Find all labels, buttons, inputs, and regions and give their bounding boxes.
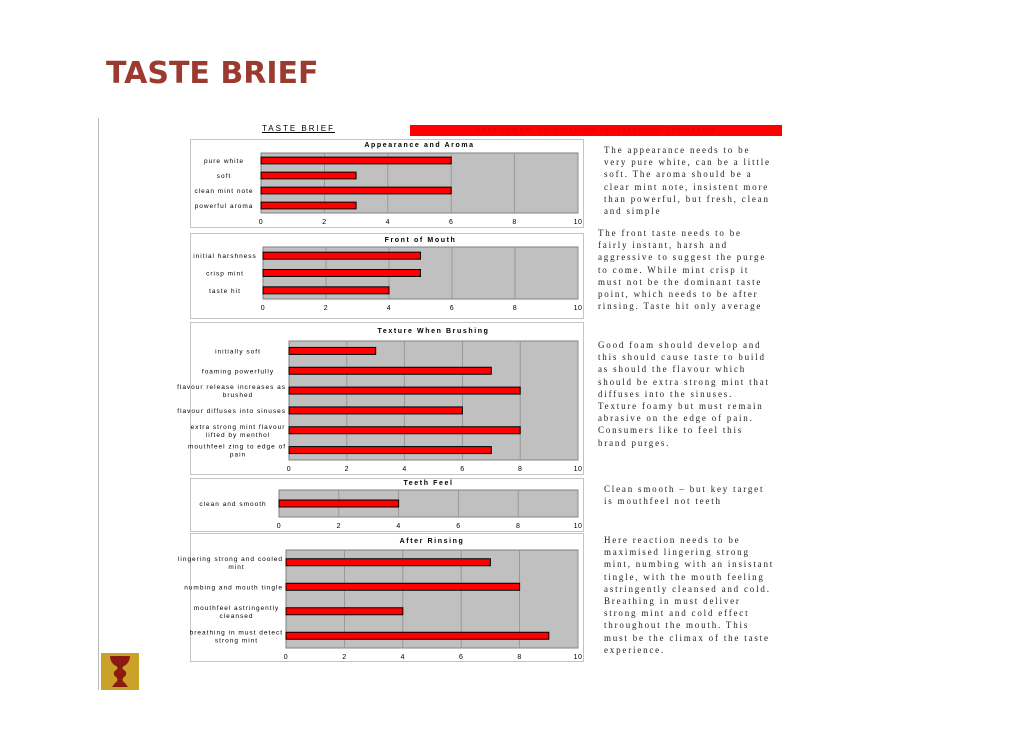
bar	[289, 427, 520, 434]
category-label: clean and smooth	[199, 501, 267, 508]
category-label: taste hit	[209, 287, 241, 295]
category-label: crisp mint	[206, 270, 244, 278]
bar	[261, 157, 451, 164]
bar	[263, 270, 421, 277]
x-tick-label: 4	[400, 654, 406, 661]
x-tick-label: 8	[515, 523, 521, 530]
x-tick-label: 2	[322, 219, 327, 226]
category-label: flavour diffuses into sinuses	[177, 407, 286, 415]
category-label: pure white	[204, 158, 244, 165]
chart-after-rinsing	[177, 533, 584, 662]
bar	[289, 387, 520, 394]
category-label: cleansed	[219, 612, 254, 620]
chart-front-of-mouth	[190, 233, 584, 319]
category-label: numbing and mouth tingle	[184, 584, 283, 592]
x-tick-label: 6	[448, 219, 454, 226]
bar	[289, 347, 376, 354]
x-tick-label: 8	[512, 305, 518, 312]
x-tick-label: 4	[385, 219, 391, 226]
x-tick-label: 4	[402, 466, 407, 473]
x-tick-label: 8	[517, 654, 522, 661]
x-tick-label: 6	[458, 654, 464, 661]
chart-svg	[177, 323, 583, 474]
x-tick-label: 10	[573, 466, 583, 473]
x-tick-label: 4	[386, 305, 392, 312]
chart-title: Texture When Brushing	[377, 328, 490, 335]
banner	[410, 125, 782, 136]
divider-line	[98, 118, 99, 690]
chart-appearance-aroma	[190, 139, 584, 228]
x-tick-label: 6	[460, 466, 465, 473]
x-tick-label: 2	[342, 654, 347, 661]
x-tick-label: 6	[456, 523, 461, 530]
brief-label: TASTE BRIEF	[262, 124, 335, 133]
category-label: pain	[229, 451, 247, 459]
bar	[261, 202, 356, 209]
bar	[289, 447, 491, 454]
category-label: flavour release increases as	[177, 384, 286, 392]
x-tick-label: 0	[286, 466, 292, 473]
bar	[263, 252, 421, 259]
x-tick-label: 8	[517, 466, 523, 473]
x-tick-label: 0	[283, 654, 289, 661]
x-tick-label: 0	[258, 219, 264, 226]
bar	[261, 172, 356, 179]
chart-svg	[191, 140, 583, 227]
category-label: soft	[216, 173, 232, 180]
chart-svg	[191, 234, 583, 318]
category-label: initial harshness	[193, 253, 257, 261]
category-label: mouthfeel zing to edge of	[188, 443, 286, 451]
bar	[263, 287, 389, 294]
x-tick-label: 0	[260, 305, 266, 312]
category-label: foaming powerfully	[201, 368, 275, 376]
note-front-of-mouth: The front taste needs to be fairly instant, harsh and aggressive to suggest the purge to come. While mint crisp it must not be the dominant taste point, which needs to be after rinsing. Taste hit only average	[598, 228, 767, 312]
x-tick-label: 2	[323, 305, 329, 312]
bar	[289, 407, 462, 414]
x-tick-label: 10	[573, 654, 583, 661]
bar	[286, 583, 520, 590]
category-label: breathing in must detect	[189, 629, 283, 637]
x-tick-label: 2	[336, 523, 342, 530]
note-appearance-aroma: The appearance needs to be very pure white, can be a little soft. The aroma should be a clear mint note, insistent more than powerful, but fresh, clean and simple	[604, 145, 771, 217]
category-label: mouthfeel astringently	[193, 604, 280, 612]
bar	[286, 559, 490, 566]
category-label: extra strong mint flavour	[190, 423, 286, 431]
category-label: brushed	[222, 392, 254, 400]
page-title: TASTE BRIEF	[106, 56, 319, 91]
chart-svg	[191, 479, 583, 531]
note-teeth-feel: Clean smooth – but key target is mouthfeel not teeth	[604, 484, 765, 507]
chart-teeth-feel	[190, 478, 584, 532]
x-tick-label: 4	[396, 523, 401, 530]
x-tick-label: 2	[344, 466, 350, 473]
category-label: mint	[228, 563, 245, 571]
note-texture-brushing: Good foam should develop and this should cause taste to build as should the flavour which should be extra strong mint that diffuses into the sinuses. Texture foamy but must remain abrasive on the edge of pain. Consumers like to feel this brand purges.	[598, 340, 770, 448]
plot-area	[289, 341, 578, 460]
logo-icon	[101, 653, 139, 690]
banner-text: Development Formulations for Freshmint Toothpaste	[475, 127, 717, 134]
bar	[289, 367, 491, 374]
bar	[261, 187, 451, 194]
category-label: powerful aroma	[194, 203, 254, 210]
chart-title: Teeth Feel	[403, 480, 454, 487]
bar	[286, 608, 403, 615]
category-label: lifted by menthol	[205, 431, 271, 439]
x-tick-label: 10	[573, 523, 583, 530]
x-tick-label: 8	[512, 219, 517, 226]
category-label: lingering strong and cooled	[177, 555, 283, 563]
chart-texture-brushing	[177, 322, 584, 475]
x-tick-label: 10	[573, 305, 583, 312]
bar	[286, 632, 549, 639]
x-tick-label: 10	[573, 219, 583, 226]
chart-title: Appearance and Aroma	[364, 142, 475, 149]
category-label: clean mint note	[194, 188, 254, 195]
bar	[279, 500, 399, 507]
chart-title: Front of Mouth	[384, 237, 457, 244]
category-label: strong mint	[214, 637, 259, 645]
chart-svg	[177, 534, 583, 661]
note-after-rinsing: Here reaction needs to be maximised lingering strong mint, numbing with an insistant tingle, with the mouth feeling astringently cleansed and cold. Breathing in must deliver strong mint and cold effect throughout the mouth. This must be the climax of the taste experience.	[604, 535, 775, 655]
x-tick-label: 6	[449, 305, 455, 312]
chart-title: After Rinsing	[399, 538, 465, 545]
category-label: initially soft	[215, 348, 261, 356]
x-tick-label: 0	[276, 523, 282, 530]
